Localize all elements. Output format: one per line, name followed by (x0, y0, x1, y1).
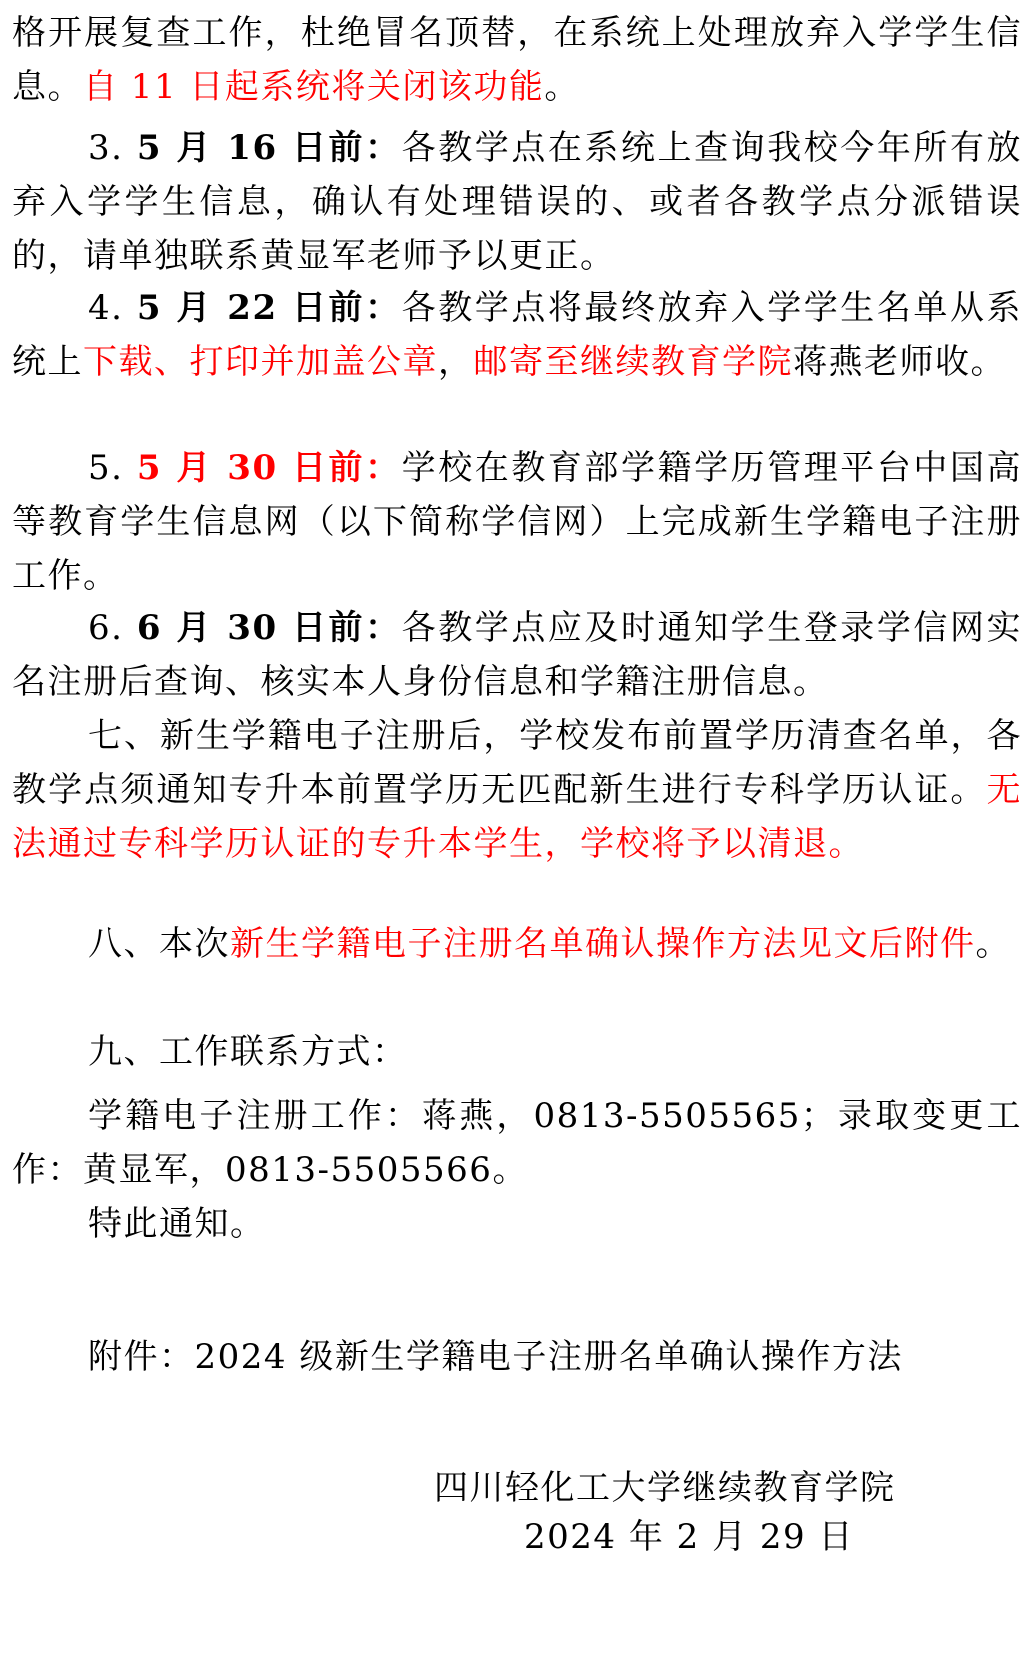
review-text: 格开展复查工作，杜绝冒名顶替，在系统上处理放弃入学学生信息。 (12, 13, 1022, 107)
item-4-highlight-print: 下载、打印并加盖公章 (83, 342, 438, 382)
item-3-text: 各教学点在系统上查询我校今年所有放弃入学学生信息，确认有处理错误的、或者各教学点分派错误的，请单独联系黄显军老师予以更正。 (12, 128, 1023, 276)
paragraph-item-3 (12, 121, 1022, 283)
review-deadline-highlight: 自 11 日起系统将关闭该功能 (83, 67, 545, 107)
contact-info: 学籍电子注册工作：蒋燕，0813-5505565；录取变更工作：黄显军，0813-5505566。 (12, 1096, 1022, 1190)
item-6-text: 各教学点应及时通知学生登录学信网实名注册后查询、核实本人身份信息和学籍注册信息。 (12, 608, 1023, 702)
section-9-heading: 九、工作联系方式： (88, 1032, 408, 1072)
paragraph-item-6 (12, 601, 1022, 709)
paragraph-item-4 (12, 281, 1022, 389)
section-8-end: 。 (975, 924, 1011, 964)
paragraph-section-8 (12, 917, 1022, 971)
item-4-comma: ， (438, 342, 474, 382)
item-6-date: 6 月 30 日前： (136, 608, 402, 648)
item-6-number: 6. (88, 608, 137, 648)
item-4-text: 各教学点将最终放弃入学学生名单从系统上 (12, 288, 1023, 382)
section-8-text: 八、本次 (88, 924, 230, 964)
item-3-number: 3. (88, 128, 137, 168)
review-end: 。 (544, 67, 580, 107)
item-4-highlight-mail: 邮寄至继续教育学院 (473, 342, 793, 382)
item-4-number: 4. (88, 288, 137, 328)
paragraph-section-7 (12, 709, 1022, 871)
item-3-date: 5 月 16 日前： (136, 128, 402, 168)
section-7-highlight: 无法通过专科学历认证的专升本学生，学校将予以清退。 (12, 770, 1022, 864)
item-4-text-end: 蒋燕老师收。 (793, 342, 1006, 382)
attachment-line: 附件：2024 级新生学籍电子注册名单确认操作方法 (88, 1337, 903, 1377)
paragraph-item-5 (12, 441, 1022, 603)
closing-line: 特此通知。 (88, 1204, 266, 1244)
item-5-text: 学校在教育部学籍学历管理平台中国高等教育学生信息网（以下简称学信网）上完成新生学籍电子注册工作。 (12, 448, 1023, 596)
item-5-number: 5. (88, 448, 137, 488)
paragraph-system-review (12, 6, 1022, 114)
item-4-date: 5 月 22 日前： (136, 288, 402, 328)
signature-date: 2024 年 2 月 29 日 (524, 1517, 854, 1557)
section-8-highlight: 新生学籍电子注册名单确认操作方法见文后附件 (230, 924, 976, 964)
item-5-date: 5 月 30 日前： (136, 448, 402, 488)
section-7-text: 七、新生学籍电子注册后，学校发布前置学历清查名单，各教学点须通知专升本前置学历无匹配新生进行专科学历认证。 (12, 716, 1022, 810)
signature-organization: 四川轻化工大学继续教育学院 (434, 1468, 896, 1508)
